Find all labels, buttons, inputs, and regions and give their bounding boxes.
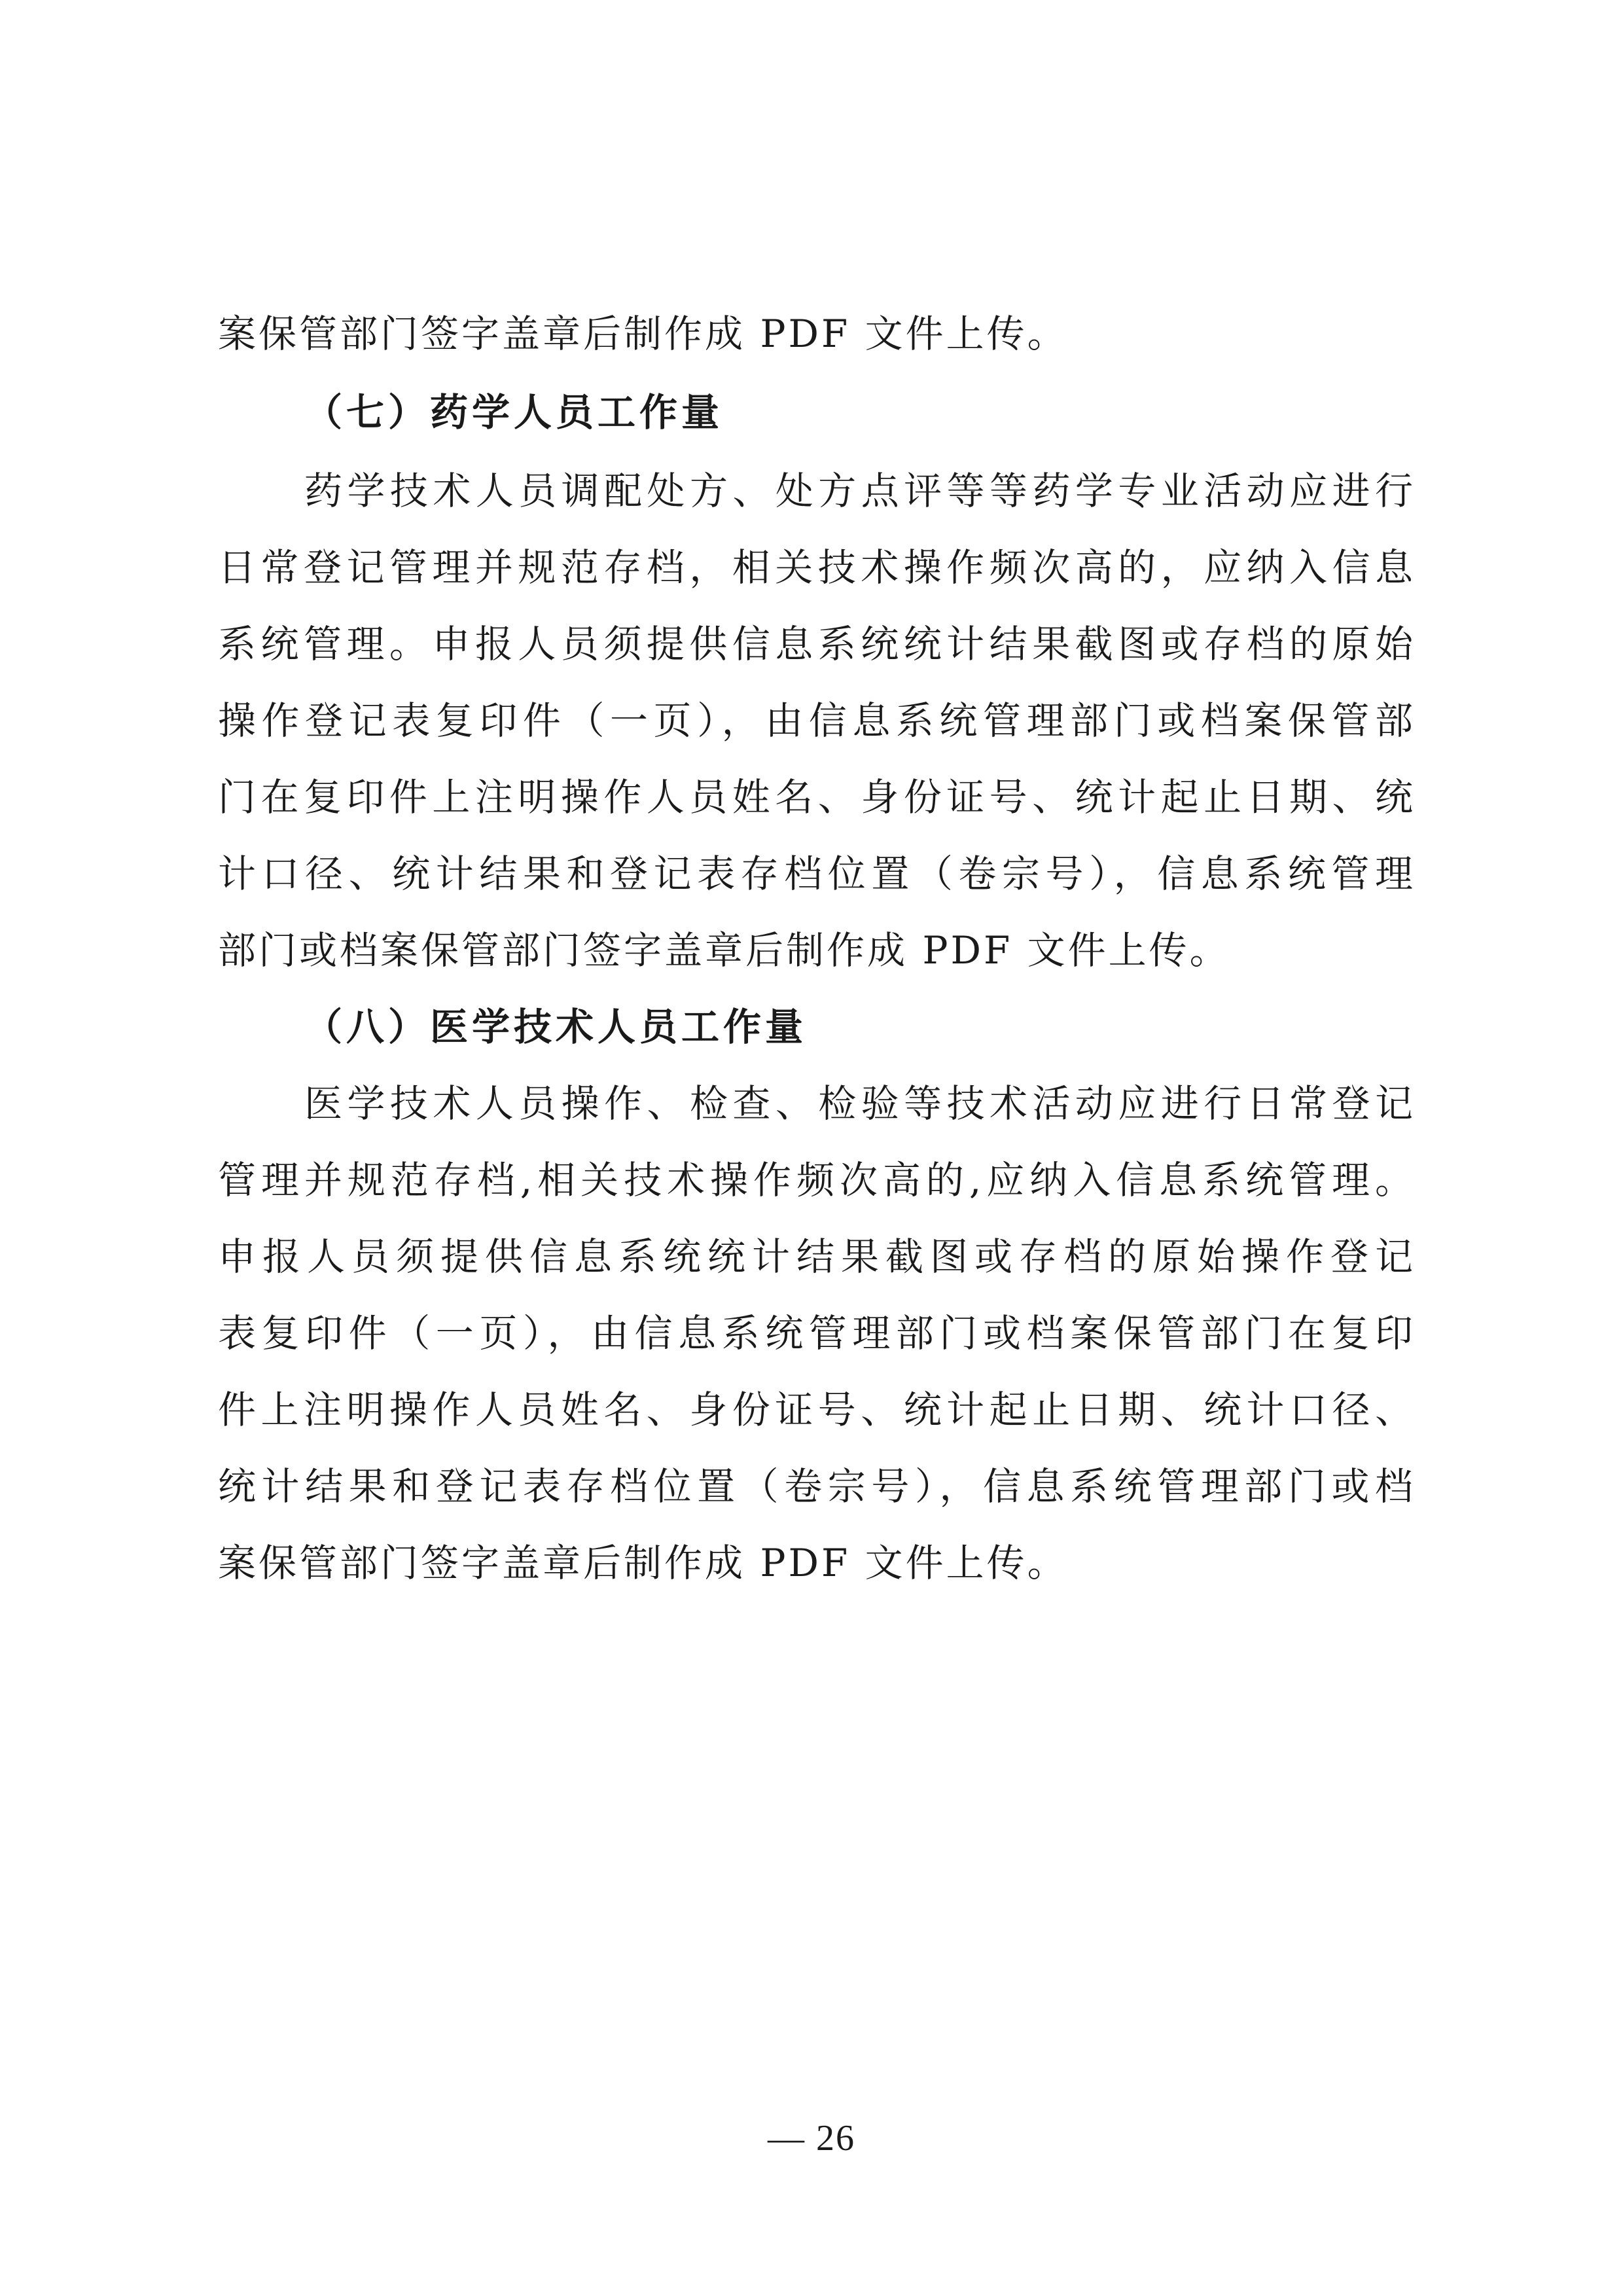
- page-number: — 26: [768, 2118, 855, 2159]
- paragraph-line: 表复印件（一页），由信息系统管理部门或档案保管部门在复印: [218, 1311, 1416, 1355]
- paragraph-line: 操作登记表复印件（一页），由信息系统管理部门或档案保管部: [218, 698, 1416, 743]
- section-heading-7: （七）药学人员工作量: [304, 390, 724, 435]
- paragraph-line: 药学技术人员调配处方、处方点评等等药学专业活动应进行: [304, 469, 1416, 513]
- paragraph-line: 管理并规范存档,相关技术操作频次高的,应纳入信息系统管理。: [218, 1158, 1416, 1202]
- paragraph-line: 统计结果和登记表存档位置（卷宗号），信息系统管理部门或档: [218, 1464, 1416, 1509]
- section-heading-8: （八）医学技术人员工作量: [304, 1005, 808, 1049]
- paragraph-line: 件上注明操作人员姓名、身份证号、统计起止日期、统计口径、: [218, 1388, 1416, 1432]
- paragraph-line: 案保管部门签字盖章后制作成 PDF 文件上传。: [218, 312, 1068, 356]
- paragraph-line: 计口径、统计结果和登记表存档位置（卷宗号），信息系统管理: [218, 852, 1416, 896]
- paragraph-line: 系统管理。申报人员须提供信息系统统计结果截图或存档的原始: [218, 622, 1416, 666]
- paragraph-line: 申报人员须提供信息系统统计结果截图或存档的原始操作登记: [218, 1234, 1416, 1279]
- paragraph-line: 医学技术人员操作、检查、检验等技术活动应进行日常登记: [304, 1081, 1416, 1126]
- paragraph-line: 日常登记管理并规范存档，相关技术操作频次高的，应纳入信息: [218, 545, 1416, 590]
- paragraph-line: 门在复印件上注明操作人员姓名、身份证号、统计起止日期、统: [218, 775, 1416, 819]
- paragraph-line: 部门或档案保管部门签字盖章后制作成 PDF 文件上传。: [218, 928, 1230, 973]
- paragraph-line: 案保管部门签字盖章后制作成 PDF 文件上传。: [218, 1541, 1068, 1585]
